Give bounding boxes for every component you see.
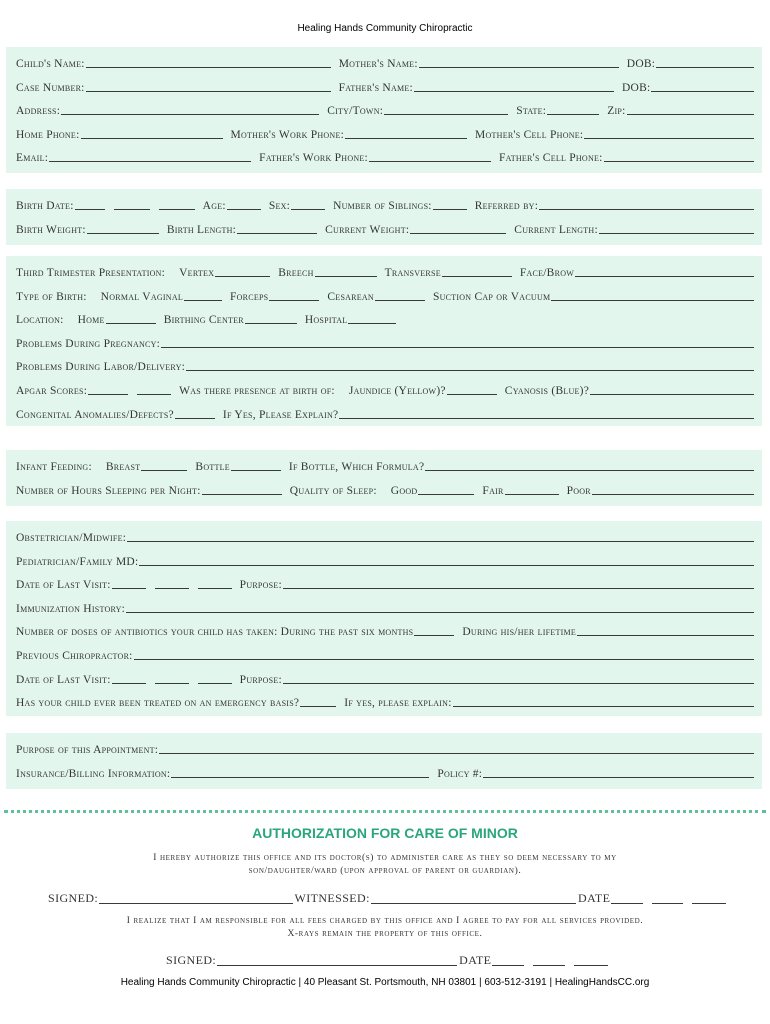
field-label: If yes, please explain: (344, 697, 452, 710)
field-label: DOB: (621, 81, 651, 94)
field-input-line[interactable] (87, 233, 159, 234)
field-input-line[interactable] (315, 276, 377, 277)
form-row (16, 621, 756, 639)
field-input-line[interactable] (539, 209, 754, 210)
witnessed-field[interactable] (371, 903, 576, 904)
field-label: Poor (566, 484, 591, 497)
field-label: Address: (16, 105, 61, 118)
field-label: Transverse (384, 267, 441, 279)
field-label: Normal Vaginal (100, 290, 183, 303)
field-label: Cesarean (327, 290, 374, 303)
form-row (16, 598, 756, 616)
field-input-line[interactable] (651, 91, 754, 92)
field-label: Purpose: (239, 579, 282, 592)
form-row (16, 53, 756, 71)
date-month-field[interactable] (611, 903, 643, 904)
field-label: Email: (16, 152, 49, 165)
form-row (16, 404, 756, 422)
field-input-line[interactable] (627, 114, 754, 115)
field-input-line[interactable] (112, 588, 146, 589)
field-label: Zip: (607, 105, 626, 118)
field-label: Mother's Work Phone: (230, 128, 345, 141)
form-section (6, 450, 762, 506)
form-row (16, 456, 756, 474)
form-row (16, 380, 756, 398)
form-section (6, 47, 762, 173)
field-label: Breech (278, 267, 314, 279)
field-input-line[interactable] (161, 347, 754, 348)
field-input-line[interactable] (291, 209, 325, 210)
field-label: Mother's Name: (338, 58, 418, 70)
field-input-line[interactable] (369, 161, 491, 162)
form-row (16, 574, 756, 592)
field-label: Cyanosis (Blue)? (504, 385, 590, 397)
field-label: Vertex (179, 267, 215, 279)
form-section (6, 256, 762, 426)
field-input-line[interactable] (269, 300, 319, 301)
field-input-line[interactable] (202, 494, 282, 495)
field-input-line[interactable] (418, 494, 474, 495)
authorization-text-line: son/daughter/ward (upon approval of parent or guardian). (248, 866, 522, 876)
form-row (16, 551, 756, 569)
field-input-line[interactable] (590, 394, 754, 395)
form-row (16, 480, 756, 498)
form-row (16, 124, 756, 142)
field-input-line[interactable] (410, 233, 506, 234)
field-label: Breast (105, 461, 141, 473)
signature-row-1 (48, 889, 728, 907)
responsibility-text-line: X-rays remain the property of this office. (287, 929, 483, 939)
field-input-line[interactable] (592, 494, 754, 495)
field-input-line[interactable] (159, 209, 195, 210)
field-label: If Bottle, Which Formula? (288, 461, 425, 473)
form-row (16, 527, 756, 545)
field-input-line[interactable] (49, 161, 251, 162)
authorization-title: AUTHORIZATION FOR CARE OF MINOR (252, 825, 518, 841)
form-section (6, 521, 762, 716)
field-input-line[interactable] (134, 659, 754, 660)
field-label: Type of Birth: (16, 290, 87, 303)
field-label: Forceps (230, 290, 269, 303)
field-label: Was there presence at birth of: (179, 385, 335, 397)
field-label: Has your child ever been treated on an emergency basis? (16, 697, 300, 710)
field-label: Referred by: (474, 200, 539, 212)
field-input-line[interactable] (81, 138, 223, 139)
form-row (16, 147, 756, 165)
signed-field[interactable] (99, 903, 292, 904)
form-row (16, 669, 756, 687)
field-label: Jaundice (Yellow)? (348, 385, 446, 397)
field-input-line[interactable] (375, 300, 425, 301)
signature-row-2 (166, 951, 626, 969)
date-month-field[interactable] (492, 965, 524, 966)
field-label: Father's Work Phone: (259, 152, 368, 165)
field-label: Home (77, 314, 105, 327)
date-day-field[interactable] (533, 965, 565, 966)
authorization-paragraph (60, 852, 710, 878)
field-input-line[interactable] (215, 276, 270, 277)
field-label: Purpose of this Appointment: (16, 744, 159, 756)
field-input-line[interactable] (447, 394, 497, 395)
form-row (16, 356, 756, 374)
field-label: Apgar Scores: (16, 385, 88, 397)
form-row (16, 219, 756, 237)
form-row (16, 77, 756, 95)
field-label: Hospital (304, 314, 348, 327)
field-label: Age: (202, 200, 226, 212)
field-label: Policy #: (437, 767, 483, 780)
field-input-line[interactable] (141, 470, 187, 471)
field-input-line[interactable] (442, 276, 512, 277)
date-label: DATE (578, 891, 611, 905)
field-input-line[interactable] (175, 418, 215, 419)
field-input-line[interactable] (245, 323, 297, 324)
field-input-line[interactable] (75, 209, 105, 210)
field-label: Father's Cell Phone: (498, 152, 603, 165)
field-label: Date of Last Visit: (16, 673, 111, 686)
field-input-line[interactable] (127, 541, 754, 542)
responsibility-paragraph (60, 915, 710, 941)
field-label: Sex: (268, 200, 291, 212)
field-input-line[interactable] (126, 612, 754, 613)
field-input-line[interactable] (283, 588, 754, 589)
field-label: Suction Cap or Vacuum (432, 290, 551, 303)
field-label: Problems During Pregnancy: (16, 337, 161, 350)
field-input-line[interactable] (425, 470, 754, 471)
field-input-line[interactable] (575, 276, 754, 277)
field-input-line[interactable] (186, 370, 754, 371)
field-label: Purpose: (239, 673, 282, 686)
field-input-line[interactable] (184, 300, 222, 301)
signed-label: SIGNED: (166, 953, 217, 967)
field-label: Case Number: (16, 81, 85, 94)
field-label: Insurance/Billing Information: (16, 767, 171, 780)
field-input-line[interactable] (155, 588, 189, 589)
field-label: Number of doses of antibiotics your child has taken: During the past six months (16, 626, 414, 639)
field-label: Fair (482, 484, 504, 497)
field-label: Child's Name: (16, 58, 85, 70)
field-input-line[interactable] (198, 588, 232, 589)
field-input-line[interactable] (86, 67, 331, 68)
field-input-line[interactable] (86, 91, 331, 92)
field-label: Current Weight: (325, 223, 410, 236)
field-input-line[interactable] (505, 494, 559, 495)
field-input-line[interactable] (577, 635, 754, 636)
field-input-line[interactable] (414, 91, 614, 92)
field-input-line[interactable] (155, 683, 189, 684)
field-input-line[interactable] (139, 565, 754, 566)
field-label: Obstetrician/Midwife: (16, 532, 127, 544)
field-input-line[interactable] (656, 67, 754, 68)
field-label: Current Length: (514, 223, 598, 236)
field-input-line[interactable] (453, 706, 754, 707)
field-input-line[interactable] (106, 323, 156, 324)
field-input-line[interactable] (137, 394, 171, 395)
field-label: Third Trimester Presentation: (16, 267, 166, 279)
field-label: City/Town: (327, 105, 384, 118)
field-input-line[interactable] (483, 777, 754, 778)
field-label: Mother's Cell Phone: (475, 128, 584, 141)
form-row (16, 100, 756, 118)
form-row (16, 195, 756, 213)
page-header-title: Healing Hands Community Chiropractic (297, 23, 473, 34)
form-row (16, 262, 756, 280)
field-label: Infant Feeding: (16, 461, 92, 473)
field-label: Date of Last Visit: (16, 579, 111, 592)
field-input-line[interactable] (227, 209, 261, 210)
field-label: Birth Date: (16, 200, 74, 212)
field-label: Bottle (195, 461, 230, 473)
field-input-line[interactable] (198, 683, 232, 684)
field-label: Previous Chiropractor: (16, 650, 133, 662)
field-input-line[interactable] (599, 233, 754, 234)
field-label: Father's Name: (338, 81, 413, 94)
field-input-line[interactable] (300, 706, 336, 707)
page-footer: Healing Hands Community Chiropractic | 40 Pleasant St. Portsmouth, NH 03801 | 603-512-3191 | HealingHandsCC.org (120, 977, 650, 988)
field-label: Quality of Sleep: (289, 484, 377, 497)
field-input-line[interactable] (231, 470, 281, 471)
responsibility-text-line: I realize that I am responsible for all fees charged by this office and I agree to pay for all services provided. (126, 916, 644, 926)
field-label: Face/Brow (519, 267, 575, 279)
field-label: During his/her lifetime (462, 626, 577, 639)
signed-field[interactable] (217, 965, 457, 966)
form-row (16, 739, 756, 757)
signed-label: SIGNED: (48, 891, 99, 905)
date-label: DATE (459, 953, 492, 967)
field-label: If Yes, Please Explain? (222, 408, 339, 421)
field-input-line[interactable] (283, 683, 754, 684)
field-input-line[interactable] (339, 418, 754, 419)
field-label: Congenital Anomalies/Defects? (16, 408, 174, 421)
field-input-line[interactable] (584, 138, 754, 139)
field-input-line[interactable] (551, 300, 754, 301)
field-label: Pediatrician/Family MD: (16, 555, 139, 568)
form-row (16, 286, 756, 304)
date-day-field[interactable] (652, 903, 684, 904)
field-input-line[interactable] (61, 114, 319, 115)
form-row (16, 692, 756, 710)
form-row (16, 645, 756, 663)
field-label: State: (516, 105, 547, 118)
field-input-line[interactable] (414, 635, 454, 636)
field-input-line[interactable] (348, 323, 396, 324)
date-year-field[interactable] (692, 903, 726, 904)
form-row (16, 763, 756, 781)
field-input-line[interactable] (547, 114, 599, 115)
field-label: Number of Hours Sleeping per Night: (16, 484, 201, 497)
field-label: Home Phone: (16, 128, 80, 141)
field-input-line[interactable] (604, 161, 754, 162)
field-input-line[interactable] (112, 683, 146, 684)
field-input-line[interactable] (88, 394, 128, 395)
field-label: Birth Weight: (16, 223, 86, 236)
field-input-line[interactable] (171, 777, 429, 778)
field-input-line[interactable] (433, 209, 467, 210)
field-label: Problems During Labor/Delivery: (16, 361, 186, 374)
form-section (6, 733, 762, 789)
field-input-line[interactable] (237, 233, 317, 234)
witnessed-label: WITNESSED: (294, 891, 370, 905)
field-input-line[interactable] (384, 114, 508, 115)
field-label: Birthing Center (163, 314, 244, 327)
authorization-text-line: I hereby authorize this office and its doctor(s) to administer care as they so deem necessary to my (153, 853, 617, 863)
date-year-field[interactable] (574, 965, 608, 966)
field-label: Location: (16, 314, 64, 327)
form-row (16, 333, 756, 351)
form-row (16, 309, 756, 327)
field-label: Birth Length: (166, 223, 237, 236)
field-label: Number of Siblings: (333, 200, 432, 212)
field-input-line[interactable] (114, 209, 150, 210)
dotted-divider (4, 810, 766, 813)
field-label: Good (390, 484, 418, 497)
field-input-line[interactable] (345, 138, 467, 139)
field-label: DOB: (626, 58, 656, 70)
form-section (6, 189, 762, 245)
field-label: Immunization History: (16, 602, 126, 615)
field-input-line[interactable] (419, 67, 619, 68)
field-input-line[interactable] (159, 753, 754, 754)
